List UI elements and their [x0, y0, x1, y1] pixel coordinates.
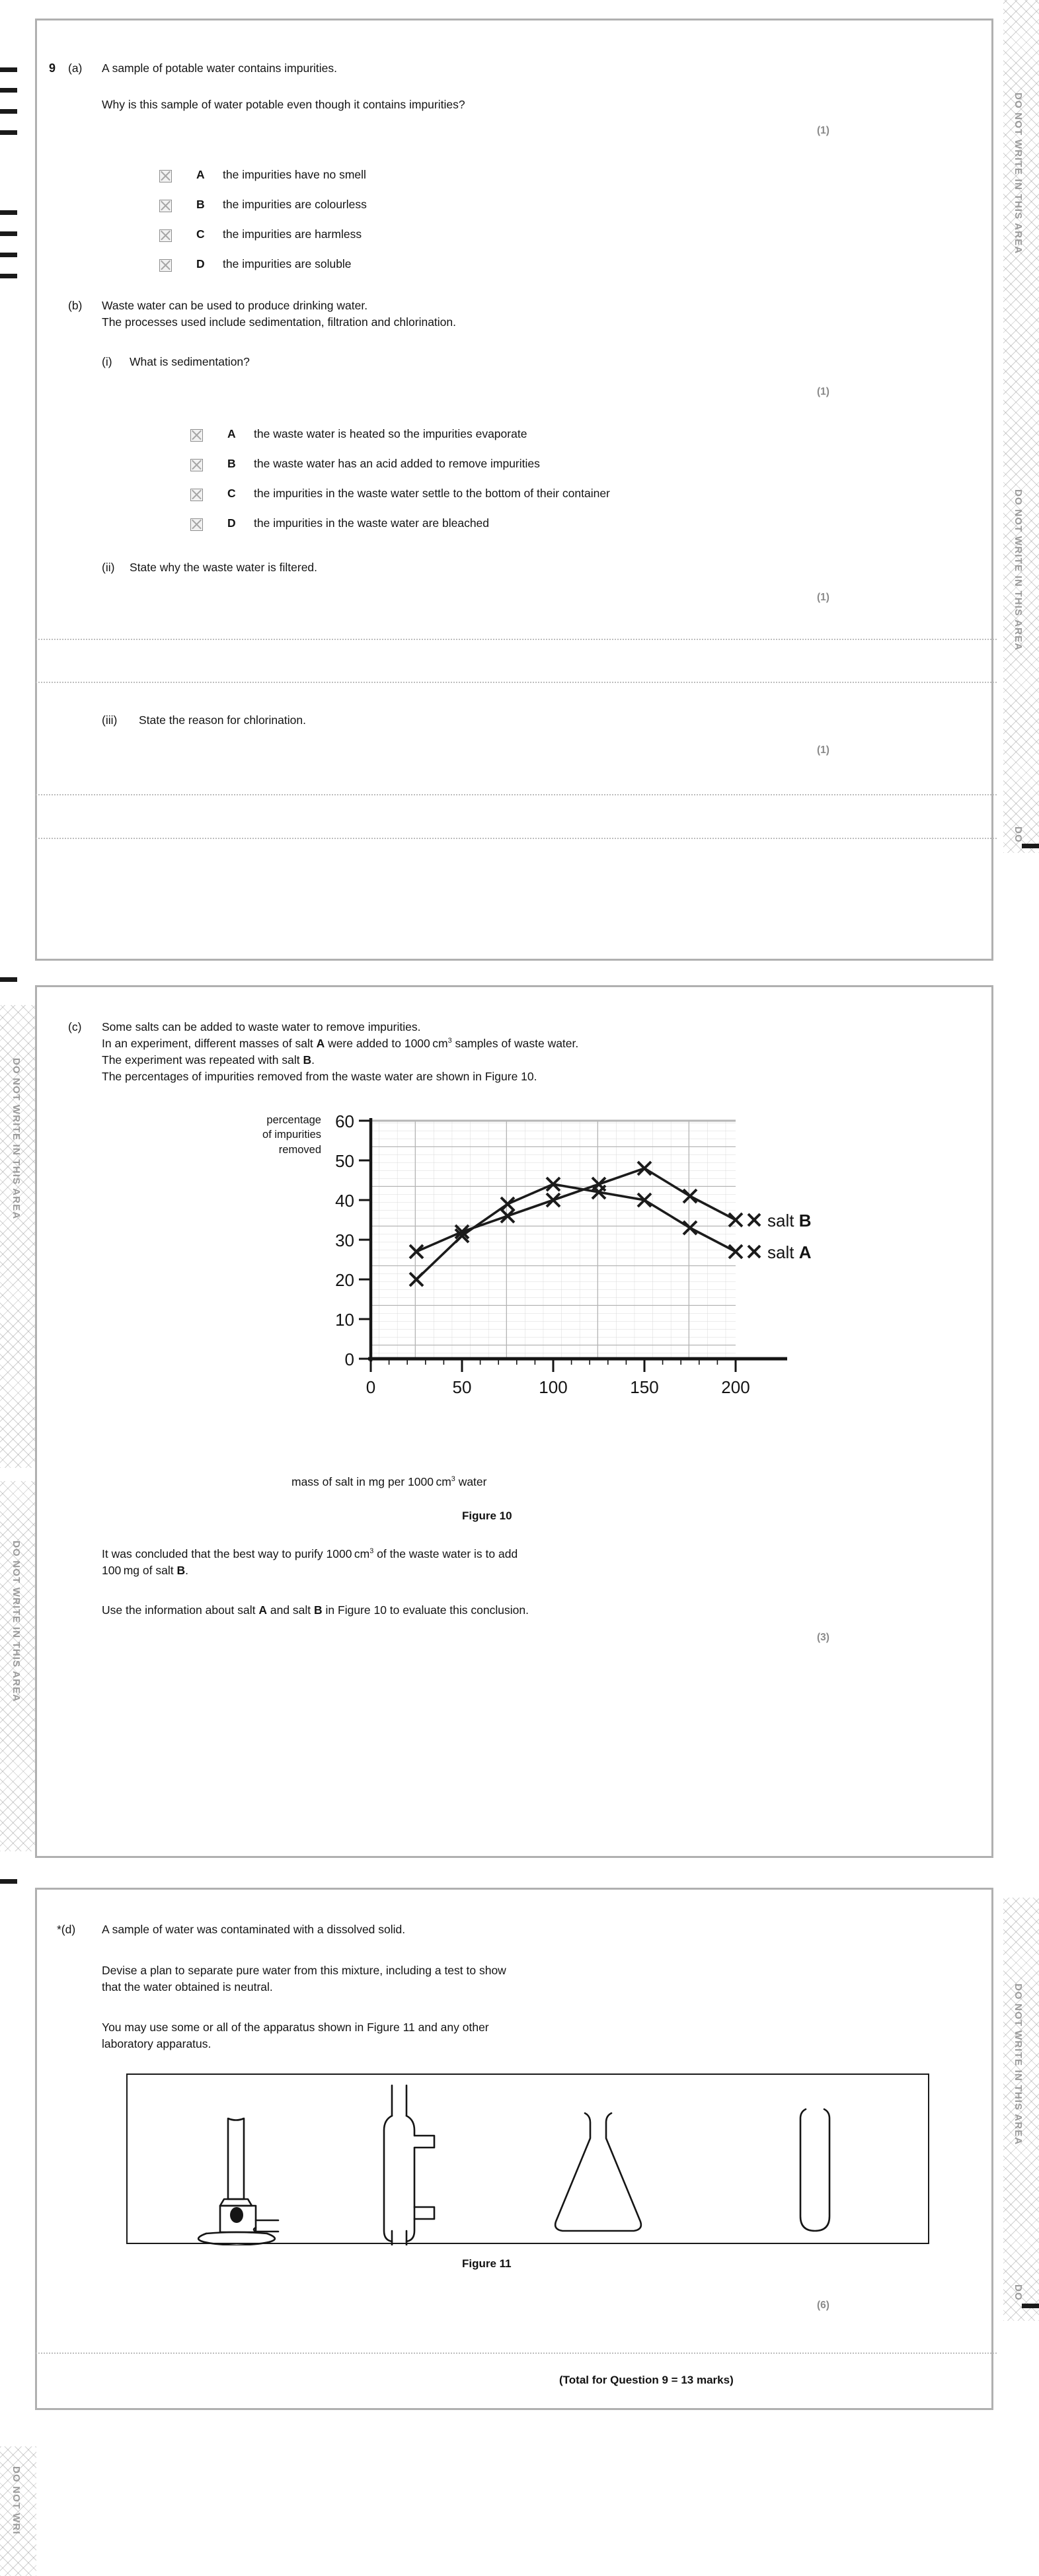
- x-axis-label-pre: mass of salt in mg per 1000 cm: [291, 1475, 451, 1488]
- y-axis-label-line2: of impurities: [262, 1129, 321, 1141]
- test-tube-icon: [800, 2109, 829, 2231]
- part-c-line2: [102, 1035, 578, 1052]
- total-marks: (Total for Question 9 = 13 marks): [559, 2374, 734, 2386]
- figure-10-graph: [163, 1113, 863, 1430]
- conclusion-sup: 3: [369, 1547, 374, 1556]
- crop-tick: [0, 253, 17, 257]
- salt-b-bold: B: [176, 1564, 186, 1577]
- crop-tick: [0, 109, 17, 114]
- crop-tick-right: [1022, 2304, 1039, 2308]
- option-checkbox-b[interactable]: [159, 200, 172, 212]
- option-letter: A: [196, 168, 205, 181]
- option-checkbox-b[interactable]: [190, 459, 203, 471]
- part-d-line3a: You may use some or all of the apparatus shown in Figure 11 and any other: [102, 2021, 489, 2034]
- part-a-marks: (1): [817, 125, 829, 136]
- part-b-ii-label: (ii): [102, 561, 115, 574]
- bunsen-burner-icon: [198, 2118, 278, 2245]
- part-d-label: *(d): [57, 1923, 76, 1936]
- part-a-stem: A sample of potable water contains impurities.: [102, 61, 338, 75]
- option-letter: D: [196, 257, 205, 270]
- svg-text:20: 20: [335, 1270, 354, 1290]
- x-axis-label-sup: 3: [451, 1475, 455, 1484]
- right-do-not-write-label-5: DO: [1013, 2284, 1024, 2301]
- option-text: the impurities in the waste water are bleached: [254, 516, 490, 530]
- figure-11-apparatus-box: [126, 2073, 929, 2244]
- part-b-iii-marks: (1): [817, 745, 829, 756]
- svg-text:10: 10: [335, 1310, 354, 1330]
- right-do-not-write-label-3: DO: [1013, 826, 1024, 843]
- crop-tick: [0, 977, 17, 982]
- svg-text:0: 0: [366, 1377, 376, 1397]
- answer-line[interactable]: [36, 794, 997, 795]
- part-c-line3: [102, 1052, 315, 1068]
- svg-text:60: 60: [335, 1111, 354, 1131]
- svg-text:150: 150: [630, 1377, 659, 1397]
- answer-line[interactable]: [36, 682, 997, 683]
- part-c-task: [102, 1602, 529, 1619]
- crop-tick: [0, 67, 17, 72]
- part-d-marks: (6): [817, 2300, 829, 2311]
- part-c-marks: (3): [817, 1632, 829, 1643]
- option-checkbox-c[interactable]: [190, 489, 203, 501]
- part-c-line2-pre: In an experiment, different masses of salt: [102, 1037, 317, 1050]
- part-b-ii-marks: (1): [817, 592, 829, 603]
- option-text: the impurities in the waste water settle to the bottom of their container: [254, 487, 610, 500]
- task-mid: and salt: [267, 1603, 315, 1617]
- option-letter: A: [227, 427, 236, 440]
- answer-block-ab: [35, 19, 993, 961]
- figure-10-svg: [325, 1107, 853, 1418]
- option-letter: C: [196, 227, 205, 241]
- right-do-not-write-label-4: DO NOT WRITE IN THIS AREA: [1013, 1984, 1024, 2146]
- part-d-line3b: laboratory apparatus.: [102, 2037, 212, 2050]
- task-pre: Use the information about salt: [102, 1603, 259, 1617]
- crop-tick: [0, 130, 17, 135]
- part-a-question: Why is this sample of water potable even though it contains impurities?: [102, 98, 465, 111]
- part-b-i-question: What is sedimentation?: [130, 355, 250, 368]
- cm-cubed-sup: 3: [447, 1037, 452, 1045]
- conclusion-post: of the waste water is to add: [373, 1547, 518, 1560]
- part-b-iii-label: (iii): [102, 713, 118, 727]
- option-text: the waste water is heated so the impurities evaporate: [254, 427, 527, 440]
- series-legend: [748, 1211, 812, 1262]
- conclusion2-post: .: [185, 1564, 188, 1577]
- option-text: the waste water has an acid added to remove impurities: [254, 457, 540, 470]
- x-axis-label-post: water: [455, 1475, 487, 1488]
- option-text: the impurities have no smell: [223, 168, 366, 181]
- y-axis-label-line3: removed: [278, 1143, 321, 1156]
- part-c-conclusion-line1: [102, 1546, 518, 1562]
- answer-line[interactable]: [36, 639, 997, 640]
- option-letter: B: [196, 198, 205, 211]
- part-c-line2-post: samples of waste water.: [451, 1037, 579, 1050]
- option-letter: B: [227, 457, 236, 470]
- part-d-line2a: Devise a plan to separate pure water from this mixture, including a test to show: [102, 1964, 506, 1977]
- option-checkbox-a[interactable]: [159, 170, 172, 182]
- svg-text:50: 50: [335, 1151, 354, 1171]
- option-text: the impurities are soluble: [223, 257, 352, 270]
- figure-11-caption: Figure 11: [462, 2257, 512, 2270]
- x-axis-label: [291, 1475, 486, 1489]
- y-axis-label: [163, 1113, 321, 1157]
- crop-tick: [0, 231, 17, 236]
- svg-text:50: 50: [452, 1377, 472, 1397]
- svg-text:salt A: salt A: [767, 1242, 812, 1262]
- part-d-line2b: that the water obtained is neutral.: [102, 1980, 273, 1993]
- crop-tick: [0, 210, 17, 215]
- conclusion-pre: It was concluded that the best way to purify 1000 cm: [102, 1547, 370, 1560]
- answer-line[interactable]: [36, 838, 997, 839]
- answer-line[interactable]: [36, 2353, 997, 2354]
- part-c-conclusion-line2: [102, 1562, 188, 1579]
- crop-tick: [0, 274, 17, 278]
- part-b-stem-line1: Waste water can be used to produce drinking water.: [102, 299, 368, 312]
- part-b-iii-question: State the reason for chlorination.: [139, 713, 306, 727]
- crop-tick: [0, 1879, 17, 1884]
- part-b-label: (b): [68, 299, 83, 312]
- option-letter: D: [227, 516, 236, 530]
- answer-block-c: [35, 985, 993, 1858]
- part-b-stem-line2: The processes used include sedimentation, filtration and chlorination.: [102, 315, 457, 329]
- part-d-stem: A sample of water was contaminated with a dissolved solid.: [102, 1923, 406, 1936]
- part-b-i-label: (i): [102, 355, 112, 368]
- figure-11-svg: [128, 2075, 931, 2245]
- svg-text:100: 100: [539, 1377, 568, 1397]
- answer-block-d: [35, 1888, 993, 2410]
- part-c-line4: The percentages of impurities removed from the waste water are shown in Figure 10.: [102, 1070, 537, 1083]
- crop-tick: [0, 88, 17, 93]
- option-text: the impurities are colourless: [223, 198, 367, 211]
- salt-b-bold: B: [303, 1053, 312, 1067]
- part-a-label: (a): [68, 61, 83, 75]
- question-number: 9: [49, 61, 56, 75]
- left-do-not-write-label-2: DO NOT WRITE IN THIS AREA: [11, 1541, 22, 1703]
- conical-flask-icon: [555, 2113, 641, 2231]
- salt-a-bold: A: [316, 1037, 325, 1050]
- option-text: the impurities are harmless: [223, 227, 362, 241]
- option-checkbox-d[interactable]: [159, 259, 172, 272]
- salt-b-bold: B: [314, 1603, 323, 1617]
- left-do-not-write-label: DO NOT WRITE IN THIS AREA: [11, 1058, 22, 1220]
- option-checkbox-a[interactable]: [190, 429, 203, 442]
- figure-10-caption: Figure 10: [462, 1509, 512, 1522]
- part-c-line1: Some salts can be added to waste water to remove impurities.: [102, 1020, 421, 1033]
- option-checkbox-c[interactable]: [159, 229, 172, 242]
- right-do-not-write-label-2: DO NOT WRITE IN THIS AREA: [1013, 489, 1024, 651]
- part-c-line3-pre: The experiment was repeated with salt: [102, 1053, 303, 1067]
- y-axis-label-line1: percentage: [266, 1114, 321, 1126]
- option-checkbox-d[interactable]: [190, 518, 203, 531]
- part-c-line3-post: .: [311, 1053, 315, 1067]
- part-b-i-marks: (1): [817, 386, 829, 397]
- part-c-label: (c): [68, 1020, 82, 1033]
- part-c-line2-mid: were added to 1000 cm: [325, 1037, 448, 1050]
- liebig-condenser-icon: [384, 2085, 434, 2245]
- task-post: in Figure 10 to evaluate this conclusion.: [322, 1603, 529, 1617]
- option-letter: C: [227, 487, 236, 500]
- svg-text:200: 200: [721, 1377, 750, 1397]
- svg-text:30: 30: [335, 1230, 354, 1250]
- crop-tick-right: [1022, 844, 1039, 848]
- svg-text:40: 40: [335, 1191, 354, 1211]
- svg-text:0: 0: [344, 1349, 354, 1369]
- left-do-not-write-label-3: DO NOT WRI: [11, 2466, 22, 2535]
- svg-text:salt B: salt B: [767, 1211, 812, 1230]
- conclusion2-pre: 100 mg of salt: [102, 1564, 177, 1577]
- salt-a-bold: A: [258, 1603, 267, 1617]
- part-b-ii-question: State why the waste water is filtered.: [130, 561, 318, 574]
- right-do-not-write-label: DO NOT WRITE IN THIS AREA: [1013, 93, 1024, 255]
